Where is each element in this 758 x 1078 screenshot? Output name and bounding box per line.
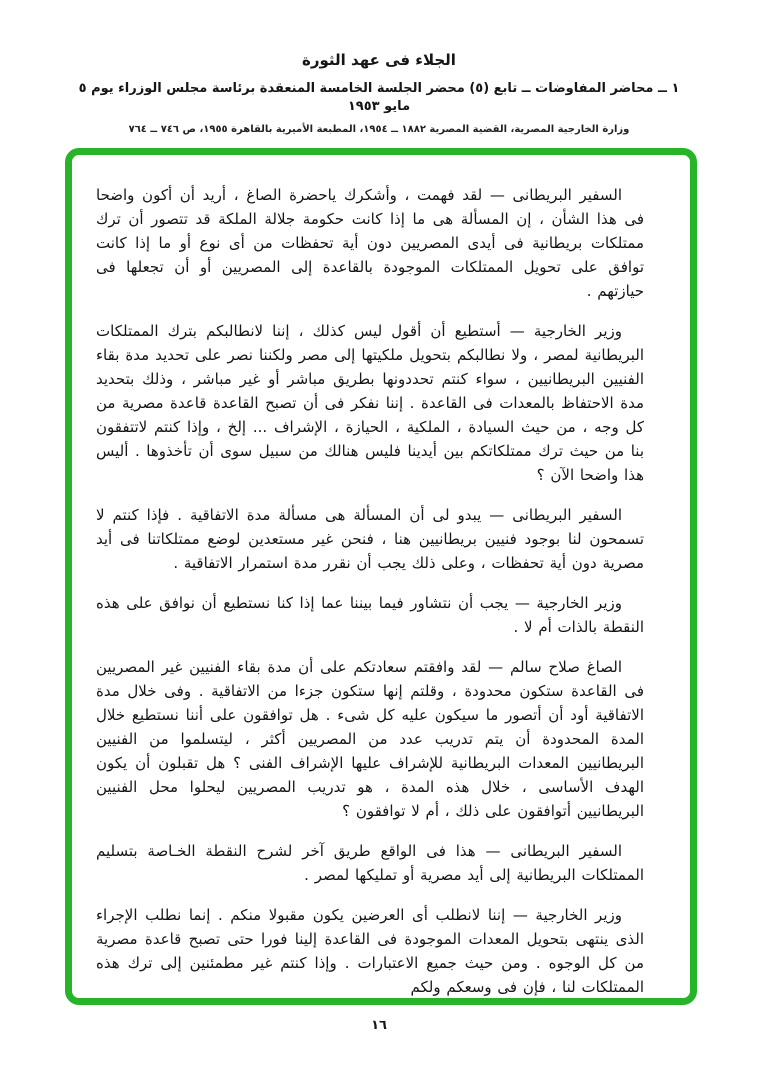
paragraph-foreign-minister-3: وزير الخارجية — إننا لانطلب أى العرضين يكون مقبولا منكم . إنما نطلب الإجراء الذى ينتهى بتحويل المعدات الموجودة فى القاعدة إلينا فورا حتى تصبح قاعدة مصرية من كل الوجوه . ومن حيث جميع الاعتبارات . وإذا كنتم غير مطمئنين إلى ترك هذه الممتلكات لنا ، فإن فى وسعكم ولكم bbox=[96, 906, 644, 996]
paragraph-sagh-salah-salem: الصاغ صلاح سالم — لقد وافقتم سعادتكم على أن مدة بقاء الفنيين غير المصريين فى القاعدة ستكون محدودة ، وقلتم إنها ستكون جزءا من الاتفاقية . وفى خلال مدة الاتفاقية أود أن أتصور ما سيكون عليه كل شىء . هل توافقون على أننا نستطيع خلال المدة المحدودة أن يتم تدريب عدد من المصريين أكثر ، ليتسلموا من الفنيين البريطانيين المعدات البريطانية للإشراف عليها الإشراف الفنى ؟ هل تقبلون أن يكون الهدف الأساسى ، خلال هذه المدة ، هو تدريب المصريين ليحلوا محل الفنيين البريطانيين أتوافقون على ذلك ، أم لا توافقون ؟ bbox=[96, 658, 644, 820]
doc-heading-line: ١ ــ محاضر المفاوضات ــ تابع (٥) محضر الجلسة الخامسة المنعقدة برئاسة مجلس الوزراء يوم ٥ مايو ١٩٥٣ bbox=[78, 81, 680, 114]
paragraph-foreign-minister-1: وزير الخارجية — أستطيع أن أقول ليس كذلك ، إننا لانطالبكم بترك الممتلكات البريطانية لمصر ، ولا نطالبكم بتحويل ملكيتها إلى مصر ولكننا نصر على تحديد مدة بقاء الفنيين البريطانيين ، سواء كنتم تحددونها بطريق مباشر أو غير مباشر ، وذلك بتحديد مدة الاحتفاظ بالمعدات فى القاعدة . إننا نفكر فى أن تصبح القاعدة قاعدة مصرية من كل وجه ، من حيث السيادة ، الملكية ، الحيازة ، الإشراف ... إلخ ، وإذا كنتم لاتتفقون بنا من حيث ترك ممتلكاتكم بين أيدينا فليس هنالك من سبيل سوى أن تأخذوها . أليس هذا واضحا الآن ؟ bbox=[96, 322, 644, 484]
doc-title: الجلاء فى عهد الثورة bbox=[302, 51, 456, 69]
document-body bbox=[72, 155, 690, 999]
doc-source-citation: وزارة الخارجية المصرية، القضية المصرية ١٨٨٢ ــ ١٩٥٤، المطبعة الأميرية بالقاهرة ١٩٥٥، ص ٧٤٦ ــ ٧٦٤ bbox=[128, 124, 630, 135]
highlight-box bbox=[65, 148, 697, 1005]
paragraph-foreign-minister-2: وزير الخارجية — يجب أن نتشاور فيما بيننا عما إذا كنا نستطيع أن نوافق على هذه النقطة بالذات أم لا . bbox=[96, 594, 644, 636]
paragraph-british-ambassador-1: السفير البريطانى — لقد فهمت ، وأشكرك ياحضرة الصاغ ، أريد أن أكون واضحا فى هذا الشأن ، إن المسألة هى ما إذا كانت حكومة جلالة الملكة قد تتصور أن ترك ممتلكات بريطانية فى أيدى المصريين دون أية تحفظات من أى نوع أو ما إذا كانت توافق على تحويل الممتلكات الموجودة بالقاعدة إلى المصريين أو أن تجعلها فى حيازتهم . bbox=[96, 186, 644, 300]
document-header bbox=[0, 0, 758, 137]
page-number: ١٦ bbox=[371, 1018, 387, 1033]
paragraph-british-ambassador-2: السفير البريطانى — يبدو لى أن المسألة هى مسألة مدة الاتفاقية . فإذا كنتم لا تسمحون لنا بوجود فنيين بريطانيين هنا ، فنحن غير مستعدين لوضع ممتلكاتنا فى أيد مصرية دون أية تحفظات ، وعلى ذلك يجب أن نقرر مدة استمرار الاتفاقية . bbox=[96, 506, 644, 572]
paragraph-british-ambassador-3: السفير البريطانى — هذا فى الواقع طريق آخر لشرح النقطة الخـاصة بتسليم الممتلكات البريطانية إلى أيد مصرية أو تمليكها لمصر . bbox=[96, 842, 644, 884]
